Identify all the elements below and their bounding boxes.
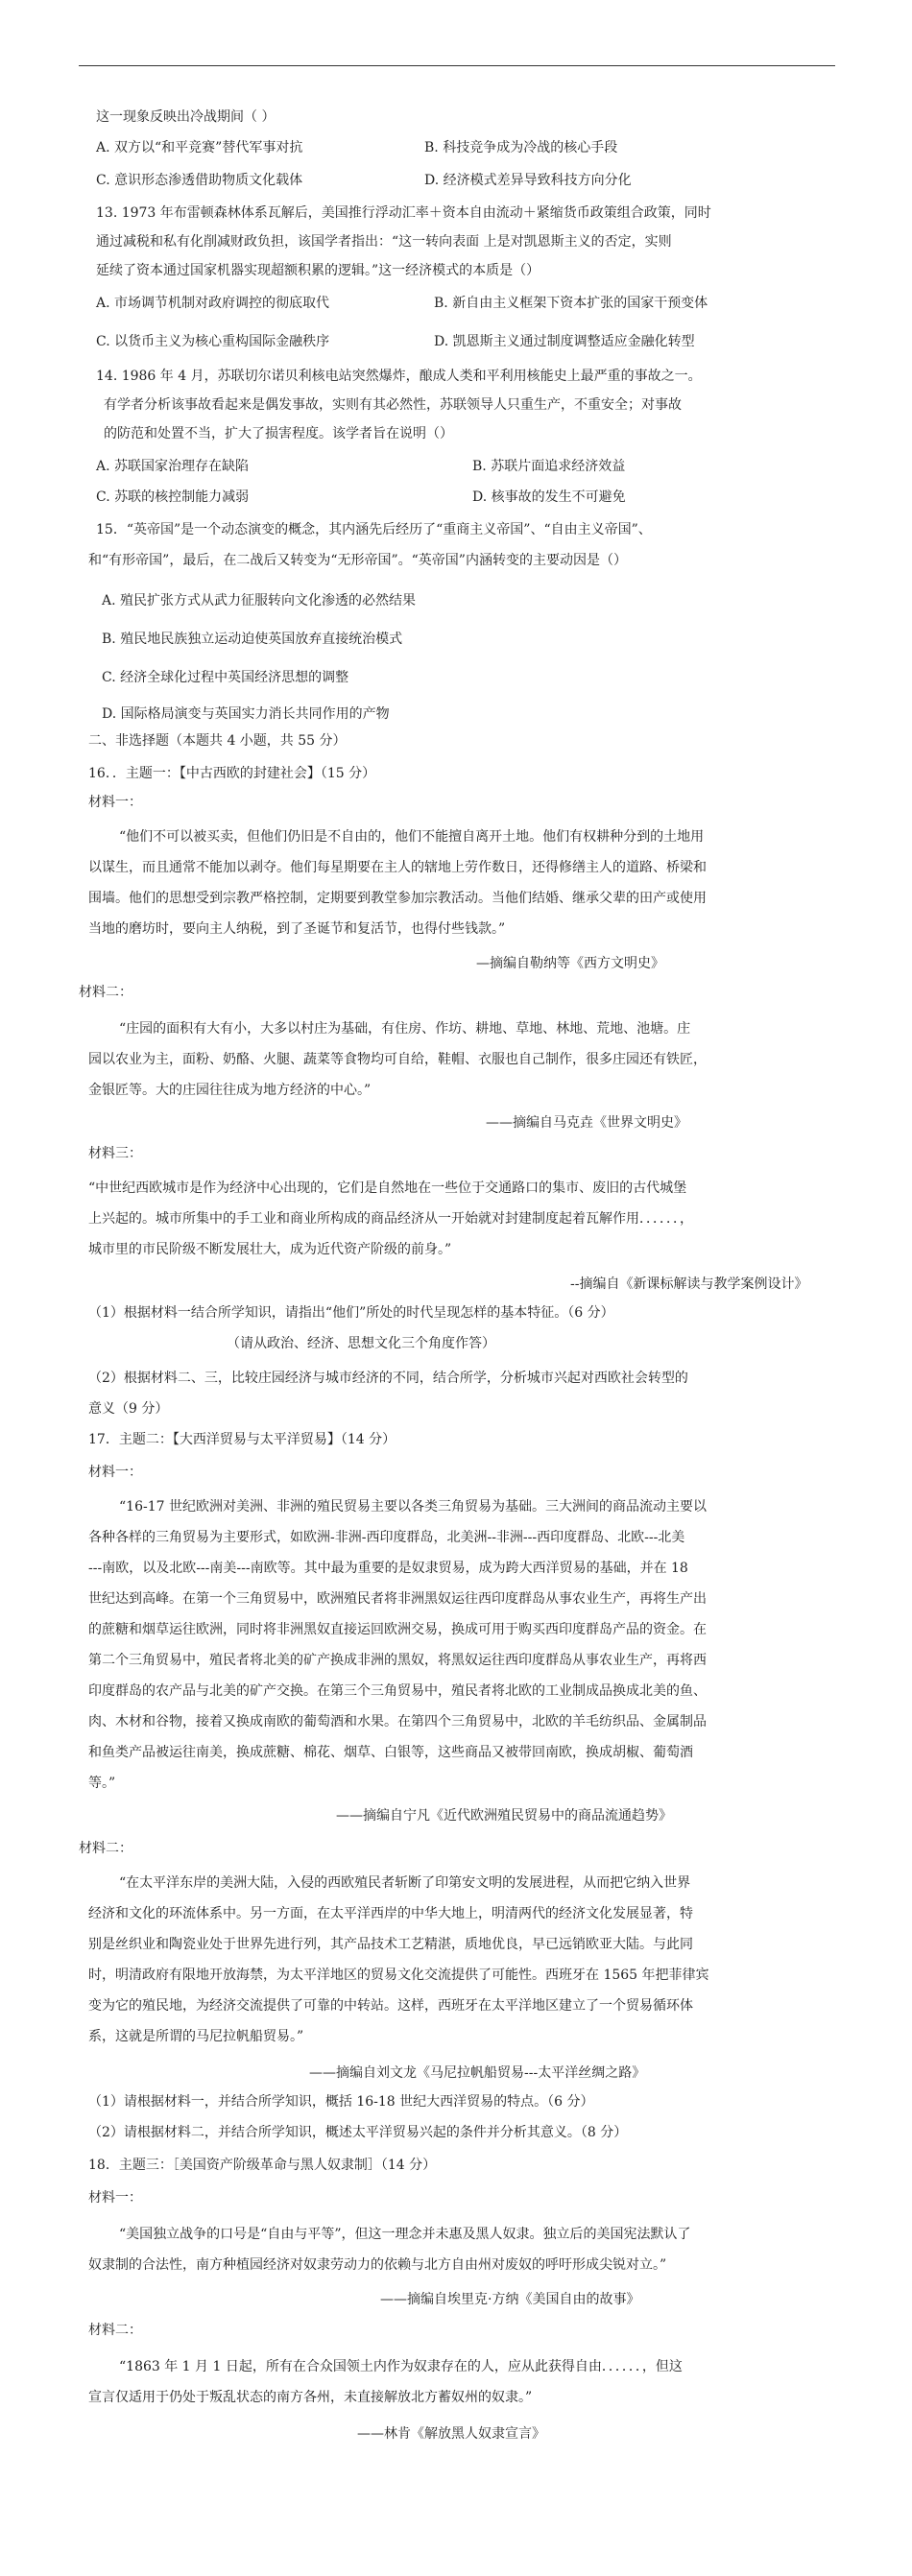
q17-material-1-line-6: 第二个三角贸易中，殖民者将北美的矿产换成非洲的黑奴，将黑奴运往西印度群岛从事农业生产，再将西 xyxy=(88,1653,707,1668)
q17-title: 17．主题二：【大西洋贸易与太平洋贸易】（14 分） xyxy=(88,1432,396,1447)
q17-material-1-line-2: 各种各样的三角贸易为主要形式，如欧洲-非洲-西印度群岛，北美洲-‐非洲-‐‐西印度群岛、北欧-‐‐北美 xyxy=(88,1530,685,1545)
q17-material-2-line-1: “在太平洋东岸的美洲大陆，入侵的西欧殖民者斩断了印第安文明的发展进程，从而把它纳入世界 xyxy=(119,1875,691,1891)
q15-option-c: C. 经济全球化过程中英国经济思想的调整 xyxy=(102,670,349,685)
q13-option-c: C. 以货币主义为核心重构国际金融秩序 xyxy=(96,334,330,349)
q13-option-d: D. 凯恩斯主义通过制度调整适应金融化转型 xyxy=(434,334,695,349)
q12-option-a: A. 双方以“和平竞赛”替代军事对抗 xyxy=(96,140,303,155)
q18-material-2-label: 材料二： xyxy=(88,2323,142,2338)
q15-stem-line-1: 15．“英帝国”是一个动态演变的概念，其内涵先后经历了“重商主义帝国”、“自由主义帝国”、 xyxy=(96,522,652,537)
q16-material-3-line-1: “中世纪西欧城市是作为经济中心出现的，它们是自然地在一些位于交通路口的集市、废旧的古代城堡 xyxy=(88,1181,687,1196)
q12-option-d: D. 经济模式差异导致科技方向分化 xyxy=(424,173,632,188)
q17-material-2-label: 材料二： xyxy=(79,1841,132,1856)
q13-option-a: A. 市场调节机制对政府调控的彻底取代 xyxy=(96,296,330,311)
q16-material-2-label: 材料二： xyxy=(79,985,132,1000)
q16-material-2-line-2: 园以农业为主，面粉、奶酪、火腿、蔬菜等食物均可自给，鞋帽、衣服也自己制作，很多庄园还有铁匠， xyxy=(88,1052,707,1067)
q16-material-3-source: --摘编自《新课标解读与教学案例设计》 xyxy=(570,1276,808,1292)
q17-material-1-line-5: 的蔗糖和烟草运往欧洲，同时将非洲黑奴直接运回欧洲交易，换成可用于购买西印度群岛产品的资金。在 xyxy=(88,1622,707,1637)
q17-material-2-line-6: 系，这就是所谓的马尼拉帆船贸易。” xyxy=(88,2029,304,2044)
q17-material-2-line-5: 变为它的殖民地，为经济交流提供了可靠的中转站。这样，西班牙在太平洋地区建立了一个贸易循环体 xyxy=(88,1998,693,2014)
q17-material-2-line-4: 时，明清政府有限地开放海禁，为太平洋地区的贸易文化交流提供了可能性。西班牙在 1565 年把菲律宾 xyxy=(88,1968,709,1983)
q16-material-2-line-3: 金银匠等。大的庄园往往成为地方经济的中心。” xyxy=(88,1083,372,1098)
q14-option-b: B. 苏联片面追求经济效益 xyxy=(472,459,626,474)
section-two-heading: 二、非选择题（本题共 4 小题，共 55 分） xyxy=(88,733,347,749)
q16-material-3-line-2: 上兴起的。城市所集中的手工业和商业所构成的商品经济从一开始就对封建制度起着瓦解作用．．．．．．， xyxy=(88,1211,693,1227)
q13-stem-line-1: 13. 1973 年布雷顿森林体系瓦解后，美国推行浮动汇率＋资本自由流动＋紧缩货币政策组合政策，同时 xyxy=(96,205,711,221)
q17-material-1-line-1: “16-17 世纪欧洲对美洲、非洲的殖民贸易主要以各类三角贸易为基础。三大洲间的商品流动主要以 xyxy=(119,1499,707,1515)
q16-question-2-line-1: （2）根据材料二、三，比较庄园经济与城市经济的不同，结合所学，分析城市兴起对西欧社会转型的 xyxy=(88,1371,688,1386)
q13-stem-line-3: 延续了资本通过国家机器实现超额积累的逻辑。”这一经济模式的本质是（） xyxy=(96,263,540,278)
q17-material-1-line-3: -‐‐南欧，以及北欧-‐‐南美-‐‐南欧等。其中最为重要的是奴隶贸易，成为跨大西洋贸易的基础，并在 18 xyxy=(88,1561,688,1576)
q17-material-2-source: ——摘编自刘文龙《马尼拉帆船贸易-‐‐太平洋丝绸之路》 xyxy=(309,2065,646,2081)
q16-material-2-line-1: “庄园的面积有大有小，大多以村庄为基础，有住房、作坊、耕地、草地、林地、荒地、池塘。庄 xyxy=(119,1021,691,1037)
q16-material-1-line-4: 当地的磨坊时，要向主人纳税，到了圣诞节和复活节，也得付些钱款。” xyxy=(88,921,506,937)
q16-question-2-line-2: 意义（9 分） xyxy=(88,1401,169,1417)
q12-stem-tail: 这一现象反映出冷战期间（ ） xyxy=(96,109,276,125)
q14-stem-line-3: 的防范和处置不当，扩大了损害程度。该学者旨在说明（） xyxy=(104,426,453,441)
q17-question-1: （1）请根据材料一，并结合所学知识，概括 16-18 世纪大西洋贸易的特点。（6 分） xyxy=(88,2094,594,2110)
q12-option-b: B. 科技竞争成为冷战的核心手段 xyxy=(424,140,618,155)
q17-material-1-line-4: 世纪达到高峰。在第一个三角贸易中，欧洲殖民者将非洲黑奴运往西印度群岛从事农业生产，再将生产出 xyxy=(88,1591,707,1607)
q17-material-1-line-9: 和鱼类产品被运往南美，换成蔗糖、棉花、烟草、白银等，这些商品又被带回南欧，换成胡椒、葡萄酒 xyxy=(88,1745,693,1760)
q18-material-1-label: 材料一： xyxy=(88,2190,142,2206)
q16-title: 16．．主题一：【中古西欧的封建社会】（15 分） xyxy=(88,766,376,781)
q16-material-3-line-3: 城市里的市民阶级不断发展壮大，成为近代资产阶级的前身。” xyxy=(88,1242,452,1257)
q16-material-1-line-1: “他们不可以被买卖，但他们仍旧是不自由的，他们不能擅自离开土地。他们有权耕种分到的土地用 xyxy=(119,829,705,845)
q18-material-1-line-1: “美国独立战争的口号是“自由与平等”，但这一理念并未惠及黑人奴隶。独立后的美国宪法默认了 xyxy=(119,2227,691,2242)
q14-option-c: C. 苏联的核控制能力减弱 xyxy=(96,489,250,505)
q18-material-1-source: ——摘编自埃里克·方纳《美国自由的故事》 xyxy=(380,2292,640,2307)
q14-option-d: D. 核事故的发生不可避免 xyxy=(472,489,626,505)
q15-option-b: B. 殖民地民族独立运动迫使英国放弃直接统治模式 xyxy=(102,632,403,647)
q16-question-1-note: （请从政治、经济、思想文化三个角度作答） xyxy=(227,1336,495,1351)
q17-material-1-line-8: 肉、木材和谷物，接着又换成南欧的葡萄酒和水果。在第四个三角贸易中，北欧的羊毛纺织品、金属制品 xyxy=(88,1714,707,1729)
q13-stem-line-2: 通过减税和私有化削减财政负担，该国学者指出：“这一转向表面 上是对凯恩斯主义的否定，实则 xyxy=(96,234,672,250)
q15-stem-line-2: 和“有形帝国”，最后，在二战后又转变为“无形帝国”。“英帝国”内涵转变的主要动因是（） xyxy=(88,553,627,568)
q18-material-2-line-1: “1863 年 1 月 1 日起，所有在合众国领土内作为奴隶存在的人，应从此获得自由．．．．．．，但这 xyxy=(119,2359,683,2374)
q18-material-2-source: ——林肯《解放黑人奴隶宣言》 xyxy=(357,2426,545,2442)
q14-stem-line-2: 有学者分析该事故看起来是偶发事故，实则有其必然性，苏联领导人只重生产，不重安全；对事故 xyxy=(104,397,682,413)
q17-material-1-line-10: 等。” xyxy=(88,1776,116,1791)
q17-material-1-label: 材料一： xyxy=(88,1465,142,1480)
q18-title: 18．主题三：［美国资产阶级革命与黑人奴隶制］（14 分） xyxy=(88,2158,437,2173)
q18-material-1-line-2: 奴隶制的合法性，南方种植园经济对奴隶劳动力的依赖与北方自由州对废奴的呼吁形成尖锐对立。” xyxy=(88,2257,667,2273)
q17-material-1-source: ——摘编自宁凡《近代欧洲殖民贸易中的商品流通趋势》 xyxy=(336,1808,672,1824)
q15-option-d: D. 国际格局演变与英国实力消长共同作用的产物 xyxy=(102,706,390,722)
q16-question-1: （1）根据材料一结合所学知识，请指出“他们”所处的时代呈现怎样的基本特征。（6 分） xyxy=(88,1305,614,1321)
q17-material-2-line-3: 别是丝织业和陶瓷业处于世界先进行列，其产品技术工艺精湛，质地优良，早已远销欧亚大陆。与此同 xyxy=(88,1937,693,1952)
q14-option-a: A. 苏联国家治理存在缺陷 xyxy=(96,459,250,474)
q13-option-b: B. 新自由主义框架下资本扩张的国家干预变体 xyxy=(434,296,708,311)
q17-material-1-line-7: 印度群岛的农产品与北美的矿产交换。在第三个三角贸易中，殖民者将北欧的工业制成品换成北美的鱼、 xyxy=(88,1683,707,1699)
q16-material-1-line-3: 围墙。他们的思想受到宗教严格控制，定期要到教堂参加宗教活动。当他们结婚、继承父辈的田产或使用 xyxy=(88,891,707,906)
q17-question-2: （2）请根据材料二，并结合所学知识，概述太平洋贸易兴起的条件并分析其意义。（8 分） xyxy=(88,2125,628,2140)
q17-material-2-line-2: 经济和文化的环流体系中。另一方面，在太平洋西岸的中华大地上，明清两代的经济文化发展显著，特 xyxy=(88,1906,693,1921)
q14-stem-line-1: 14. 1986 年 4 月，苏联切尔诺贝利核电站突然爆炸，酿成人类和平利用核能史上最严重的事故之一。 xyxy=(96,369,702,384)
q15-option-a: A. 殖民扩张方式从武力征服转向文化渗透的必然结果 xyxy=(102,593,417,608)
q16-material-1-line-2: 以谋生，而且通常不能加以剥夺。他们每星期要在主人的辖地上劳作数日，还得修缮主人的道路、桥梁和 xyxy=(88,860,707,875)
q18-material-2-line-2: 宣言仅适用于仍处于叛乱状态的南方各州，未直接解放北方蓄奴州的奴隶。” xyxy=(88,2390,533,2405)
q16-material-3-label: 材料三： xyxy=(88,1146,142,1161)
q16-material-1-source: —摘编自勒纳等《西方文明史》 xyxy=(476,956,664,971)
header-rule xyxy=(79,65,835,66)
q16-material-1-label: 材料一： xyxy=(88,795,142,810)
q16-material-2-source: ——摘编自马克垚《世界文明史》 xyxy=(486,1115,687,1131)
q12-option-c: C. 意识形态渗透借助物质文化载体 xyxy=(96,173,303,188)
